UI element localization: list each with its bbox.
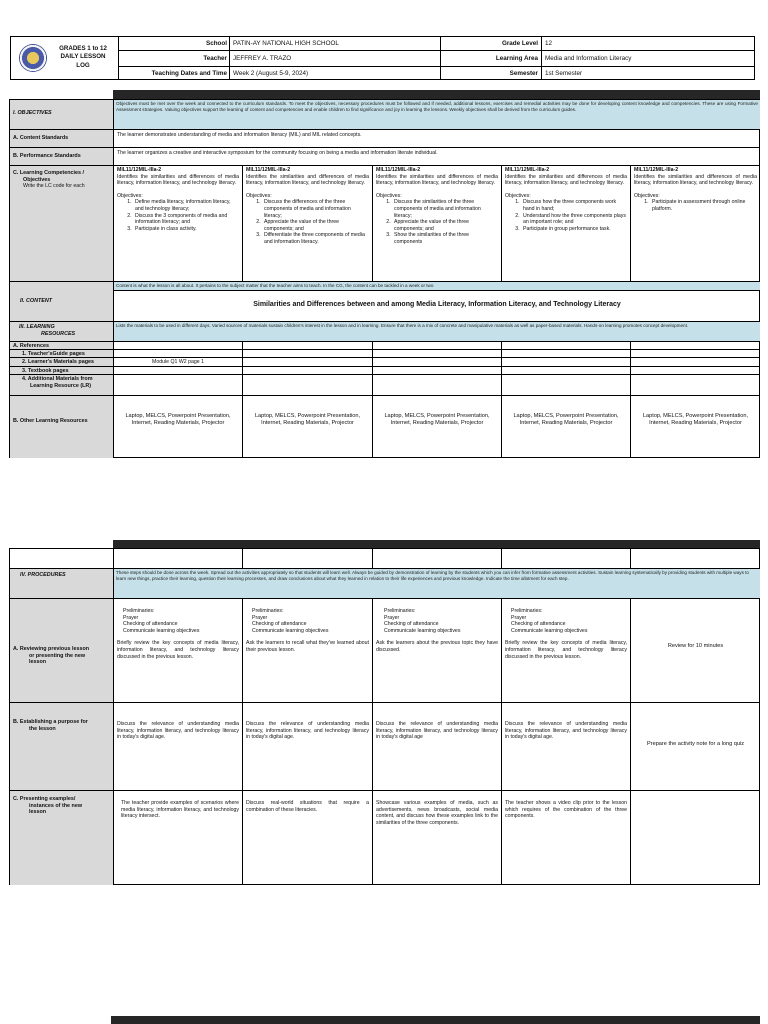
- reference-cell: [372, 366, 501, 374]
- reference-cell: [113, 341, 242, 349]
- competency-cell-day-4: [501, 165, 630, 281]
- reference-cell: [113, 349, 242, 357]
- reference-cell: [630, 357, 760, 366]
- reference-cell: [501, 341, 630, 349]
- other-resources-label: B. Other Learning Resources: [9, 395, 113, 458]
- teacher-label: Teacher: [203, 55, 227, 62]
- examples-lesson-label: [9, 790, 113, 885]
- examples-cell-day-3: Showcase various examples of media, such as advertisements, news broadcasts, social media content, and discuss how these examples link to the similarities of the three components.: [372, 790, 501, 885]
- reference-cell: [242, 374, 372, 395]
- reference-cell: [372, 374, 501, 395]
- purpose-cell-day-3: Discuss the relevance of understanding media literacy, information literacy, and technology literacy in today's digital age: [372, 702, 501, 790]
- preliminaries: [505, 608, 627, 634]
- preliminary-item: Checking of attendance: [384, 621, 439, 628]
- performance-standards-label: B. Performance Standards: [9, 147, 113, 165]
- resources-label-line2: RESOURCES: [41, 330, 76, 337]
- review-cell-day-5: Review for 10 minutes: [630, 598, 760, 702]
- additional-materials-line1: 4. Additional Materials from: [22, 376, 93, 382]
- objectives-heading: Objectives:: [505, 192, 531, 199]
- dll-title-line1: GRADES 1 to 12: [59, 45, 107, 52]
- preliminaries: [117, 608, 239, 634]
- day-header-bar-2: [113, 540, 760, 548]
- reference-cell: [242, 366, 372, 374]
- dll-header: [10, 36, 755, 80]
- other-resources-day-5: Laptop, MELCS, Powerpoint Presentation, Internet, Reading Materials, Projector: [630, 395, 760, 458]
- preliminary-item: Prayer: [511, 614, 527, 621]
- review-lesson-label: [9, 598, 113, 702]
- objective-item: 3. Participate in class activity.: [133, 226, 239, 233]
- reference-cell: [372, 357, 501, 366]
- performance-standards-text: The learner organizes a creative and interactive symposium for the community focusing on being a media and information literate individual.: [113, 147, 760, 165]
- preliminary-item: Checking of attendance: [511, 621, 566, 628]
- preliminary-item: Communicate learning objectives: [252, 627, 329, 634]
- procedures-label: IV. PROCEDURES: [9, 568, 113, 598]
- competencies-label: [9, 165, 113, 281]
- other-resources-day-4: Laptop, MELCS, Powerpoint Presentation, Internet, Reading Materials, Projector: [501, 395, 630, 458]
- other-resources-day-3: Laptop, MELCS, Powerpoint Presentation, Internet, Reading Materials, Projector: [372, 395, 501, 458]
- competencies-label-line2: Objectives: [23, 176, 51, 183]
- teachers-guide-label: 1. Teacher'sGuide pages: [9, 349, 113, 357]
- reference-cell: [630, 341, 760, 349]
- dll-title-line2: DAILY LESSON: [60, 53, 106, 61]
- preliminary-item: Preliminaries:: [123, 608, 155, 614]
- review-lesson-line3: lesson: [29, 659, 47, 666]
- teacher-value: JEFFREY A. TRAZO: [233, 55, 292, 62]
- resources-label: [9, 321, 113, 341]
- lc-code: MIL11/12MIL-IIIa-2: [634, 167, 679, 173]
- deped-seal-icon: [19, 44, 47, 72]
- objectives-label: I. OBJECTIVES: [9, 99, 113, 129]
- school-label: School: [206, 40, 227, 47]
- purpose-lesson-label: [9, 702, 113, 790]
- purpose-cell-day-2: Discuss the relevance of understanding media literacy, information literacy, and technology literacy in today's digital age.: [242, 702, 372, 790]
- objectives-heading: Objectives:: [117, 192, 143, 199]
- lc-code: MIL11/12MIL-IIIa-2: [246, 167, 291, 173]
- day-header-bar: [113, 90, 760, 99]
- objective-item: 3. Participate in group performance task.: [521, 226, 627, 233]
- dates-label: Teaching Dates and Time: [151, 70, 227, 77]
- learners-materials-value: Module Q1 W2 page 1: [113, 357, 242, 366]
- review-text: Briefly review the key concepts of media literacy, information literacy, and technology literacy discussed in the previous lesson.: [505, 640, 627, 660]
- purpose-cell-day-1: Discuss the relevance of understanding media literacy, information literacy, and technology literacy in today's digital age.: [113, 702, 242, 790]
- resources-note: Lists the materials to be used in different days. Varied sources of materials sustain children's interest in the lesson and in learning. Ensure that there is a mix of concrete and manipulative materials as well as paper-based materials. Hands-on learning promotes concept development.: [113, 321, 760, 341]
- preliminary-item: Preliminaries:: [384, 608, 416, 614]
- competency-cell-day-2: [242, 165, 372, 281]
- additional-materials-label: [9, 374, 113, 395]
- review-cell-day-4: [501, 598, 630, 702]
- competency-cell-day-1: [113, 165, 242, 281]
- reference-cell: [630, 349, 760, 357]
- examples-cell-day-4: The teacher shows a video clip prior to the lesson which requires of the combination of the three components.: [501, 790, 630, 885]
- dll-title: [47, 45, 119, 70]
- objective-item: 1. Participate in assessment through online platform.: [650, 199, 757, 212]
- learners-materials-label: 2. Learner's Materials pages: [9, 357, 113, 366]
- competency-cell-day-3: [372, 165, 501, 281]
- reference-cell: [372, 341, 501, 349]
- day-header-cell: [242, 548, 372, 568]
- semester-value: 1st Semester: [545, 70, 583, 77]
- day-header-cell: [501, 548, 630, 568]
- examples-cell-day-5: [630, 790, 760, 885]
- objectives-heading: Objectives:: [634, 192, 660, 199]
- reference-cell: [113, 366, 242, 374]
- examples-lesson-line1: C. Presenting examples/: [13, 796, 76, 802]
- semester-label: Semester: [509, 70, 538, 77]
- lc-description: Identifies the similarities and differences of media literacy, information literacy, and technology literacy.: [634, 173, 757, 187]
- examples-lesson-line2: instances of the new: [29, 802, 83, 809]
- objective-item: 1. Discuss how the three components work hand in hand;: [521, 199, 627, 212]
- preliminaries: [246, 608, 369, 634]
- objectives-note: Objectives must be met over the week and connected to the curriculum standards. To meet the objectives, necessary procedures must be followed and if needed, additional lessons, exercises and remedial activities may be done for developing content knowledge and competencies. These are using Formative Assessment strategies. Valuing objectives support the learning of content and competencies and enable children to find significance and joy in learning the lessons. Weekly objectives shall be derived from the curriculum guides.: [113, 99, 760, 129]
- objectives-list: [505, 199, 627, 232]
- grade-value: 12: [545, 40, 553, 47]
- competencies-label-line1: C. Learning Competencies /: [13, 170, 84, 176]
- dll-title-line3: LOG: [76, 61, 90, 69]
- reference-cell: [501, 357, 630, 366]
- preliminary-item: Preliminaries:: [511, 608, 543, 614]
- examples-cell-day-1: The teacher provide examples of scenarios where media literacy, information literacy, and technology literacy intersect.: [113, 790, 242, 885]
- purpose-cell-day-4: Discuss the relevance of understanding media literacy, information literacy, and technology literacy in today's digital age.: [501, 702, 630, 790]
- preliminary-item: Prayer: [123, 614, 139, 621]
- reference-cell: [372, 349, 501, 357]
- review-lesson-line1: A. Reviewing previous lesson: [13, 646, 90, 652]
- review-cell-day-1: [113, 598, 242, 702]
- lc-description: Identifies the similarities and differences of media literacy, information literacy, and technology literacy.: [246, 173, 369, 187]
- review-text: Ask the learners to recall what they've learned about their previous lesson.: [246, 640, 369, 653]
- preliminary-item: Preliminaries:: [252, 608, 284, 614]
- review-cell-day-3: [372, 598, 501, 702]
- reference-cell: [242, 357, 372, 366]
- objectives-list: [634, 199, 757, 212]
- objective-item: 1. Define media literacy, information literacy, and technology literacy;: [133, 199, 239, 212]
- objective-item: 2. Understand how the three components plays an important role; and: [521, 213, 627, 226]
- lc-description: Identifies the similarities and differences of media literacy, information literacy, and technology literacy.: [376, 173, 498, 187]
- examples-cell-day-2: Discuss real-world situations that require a combination of these literacies.: [242, 790, 372, 885]
- other-resources-day-1: Laptop, MELCS, Powerpoint Presentation, Internet, Reading Materials, Projector: [113, 395, 242, 458]
- objective-item: 1. Discuss the differences of the three components of media and information literacy;: [262, 199, 369, 219]
- objective-item: 3. Show the similarities of the three components: [392, 232, 498, 245]
- reference-cell: [242, 349, 372, 357]
- purpose-cell-day-5: Prepare the activity note for a long quiz: [630, 702, 760, 790]
- purpose-lesson-line2: the lesson: [29, 725, 56, 732]
- area-value: Media and Information Literacy: [545, 55, 632, 62]
- review-lesson-line2: or presenting the new: [29, 652, 86, 659]
- objective-item: 1. Discuss the similarities of the three components of media and information literacy;: [392, 199, 498, 219]
- review-text: Ask the learners about the previous topic they have discussed.: [376, 640, 498, 653]
- content-label: II. CONTENT: [9, 281, 113, 321]
- content-standards-label: A. Content Standards: [9, 129, 113, 147]
- school-value: PATIN-AY NATIONAL HIGH SCHOOL: [233, 40, 339, 47]
- reference-cell: [630, 374, 760, 395]
- lc-description: Identifies the similarities and differences of media literacy, information literacy, and technology literacy.: [117, 173, 239, 187]
- competencies-label-line3: Write the LC code for each: [23, 183, 85, 190]
- objectives-list: [246, 199, 369, 245]
- objectives-heading: Objectives:: [246, 192, 272, 199]
- grade-label: Grade Level: [501, 40, 538, 47]
- examples-lesson-line3: lesson: [29, 809, 47, 816]
- preliminary-item: Communicate learning objectives: [384, 627, 461, 634]
- review-cell-day-2: [242, 598, 372, 702]
- lc-description: Identifies the similarities and differences of media literacy, information literacy, and technology literacy.: [505, 173, 627, 187]
- objectives-heading: Objectives:: [376, 192, 402, 199]
- preliminary-item: Checking of attendance: [252, 621, 307, 628]
- purpose-lesson-line1: B. Establishing a purpose for: [13, 719, 88, 725]
- objective-item: 2. Appreciate the value of the three components; and: [262, 219, 369, 232]
- references-label: A. References: [9, 341, 113, 349]
- lc-code: MIL11/12MIL-IIIa-2: [376, 167, 421, 173]
- objective-item: 2. Discuss the 3 components of media and information literacy; and: [133, 213, 239, 226]
- objectives-table: [9, 90, 760, 458]
- objective-item: 3. Differentiate the three components of media and information literacy.: [262, 232, 369, 245]
- reference-cell: [113, 374, 242, 395]
- procedures-note: These steps should be done across the week. Spread out the activities appropriately so that students will learn well. Always be guided by demonstration of learning by the students which you can infer from formative assessment activities. Sustain learning systematically by providing students with multiple ways to learn new things, practice their learning, question their learning processes, and draw conclusions about what they learned in relation to their life experiences and previous knowledge. Indicate the time allotment for each step.: [113, 568, 760, 598]
- preliminary-item: Checking of attendance: [123, 621, 178, 628]
- review-text: Briefly review the key concepts of media literacy, information literacy, and technology literacy discussed in the previous lesson.: [117, 640, 239, 660]
- objective-item: 2. Appreciate the value of the three components; and: [392, 219, 498, 232]
- additional-materials-line2: Learning Resource (LR): [30, 382, 92, 389]
- procedures-table: [9, 540, 760, 885]
- objectives-list: [117, 199, 239, 232]
- preliminaries: [376, 608, 498, 634]
- reference-cell: [501, 349, 630, 357]
- preliminary-item: Communicate learning objectives: [123, 627, 200, 634]
- content-standards-text: The learner demonstrates understanding of media and information literacy (MIL) and MIL related concepts.: [113, 129, 760, 147]
- resources-label-line1: III. LEARNING: [19, 324, 55, 330]
- dates-value: Week 2 (August 5-9, 2024): [233, 70, 309, 77]
- day-header-cell: [372, 548, 501, 568]
- day-header-cell: [630, 548, 760, 568]
- content-note: Content is what the lesson is all about. It pertains to the subject matter that the teacher aims to teach. In the CG, the content can be tackled in a week or two: [113, 281, 760, 290]
- reference-cell: [501, 366, 630, 374]
- textbook-label: 3. Textbook pages: [9, 366, 113, 374]
- preliminary-item: Prayer: [252, 614, 268, 621]
- day-header-cell: [113, 548, 242, 568]
- content-title: Similarities and Differences between and among Media Literacy, Information Literacy, and Technology Literacy: [113, 290, 760, 321]
- objectives-list: [376, 199, 498, 245]
- lc-code: MIL11/12MIL-IIIa-2: [117, 167, 162, 173]
- other-resources-day-2: Laptop, MELCS, Powerpoint Presentation, Internet, Reading Materials, Projector: [242, 395, 372, 458]
- reference-cell: [501, 374, 630, 395]
- reference-cell: [242, 341, 372, 349]
- reference-cell: [630, 366, 760, 374]
- competency-cell-day-5: [630, 165, 760, 281]
- area-label: Learning Area: [495, 55, 538, 62]
- blank-header-cell: [9, 548, 113, 568]
- next-page-header-bar: [111, 1016, 760, 1024]
- logo-cell: [11, 37, 119, 79]
- lc-code: MIL11/12MIL-IIIa-2: [505, 167, 550, 173]
- preliminary-item: Communicate learning objectives: [511, 627, 588, 634]
- preliminary-item: Prayer: [384, 614, 400, 621]
